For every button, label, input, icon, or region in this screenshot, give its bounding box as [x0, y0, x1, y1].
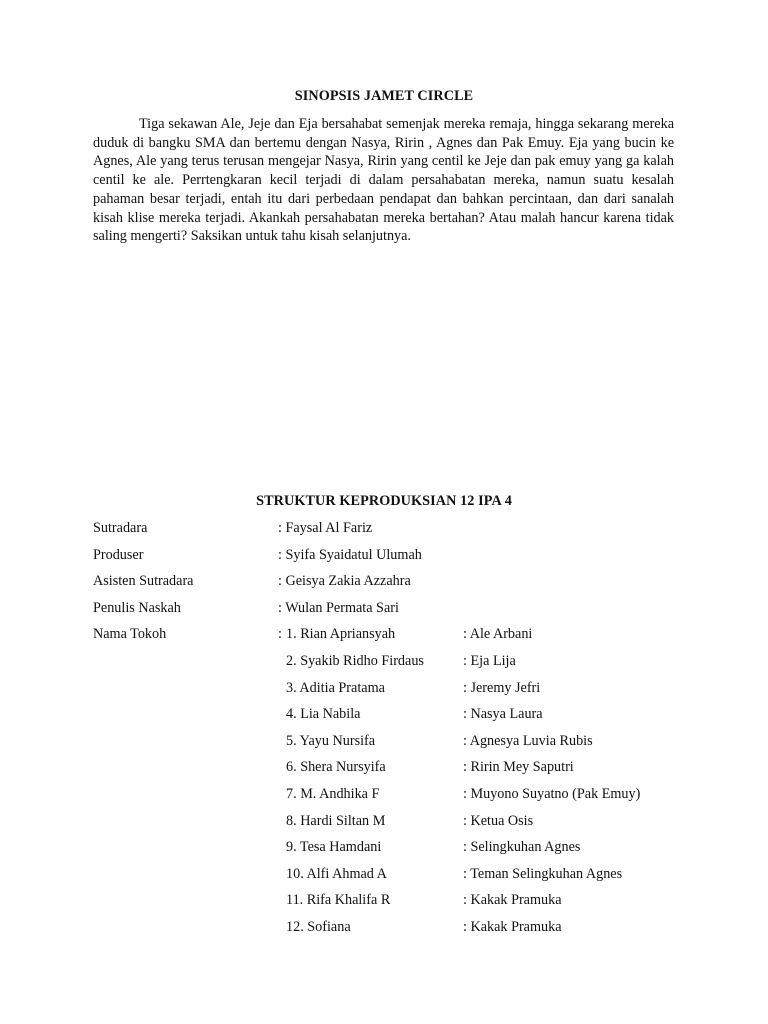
cast-character: : Eja Lija	[463, 652, 516, 669]
cast-character: : Nasya Laura	[463, 706, 543, 723]
cast-character: : Teman Selingkuhan Agnes	[463, 865, 623, 882]
cast-character: : Agnesya Luvia Rubis	[463, 732, 593, 749]
cast-row	[93, 650, 693, 677]
cast-row	[93, 730, 693, 757]
cast-row	[93, 889, 693, 916]
crew-role: Sutradara	[93, 520, 148, 536]
cast-actor: 12. Sofiana	[286, 918, 351, 935]
cast-row	[93, 863, 693, 890]
crew-name: : Wulan Permata Sari	[278, 599, 399, 616]
cast-actor: 1. Rian Apriansyah	[286, 626, 396, 643]
crew-name: : Geisya Zakia Azzahra	[278, 573, 411, 590]
crew-row	[93, 570, 693, 597]
cast-row	[93, 677, 693, 704]
synopsis-title: SINOPSIS JAMET CIRCLE	[294, 88, 474, 104]
cast-row	[93, 810, 693, 837]
crew-role: Asisten Sutradara	[93, 573, 194, 590]
synopsis-paragraph: Tiga sekawan Ale, Jeje dan Eja bersahabat semenjak mereka remaja, hingga sekarang mereka duduk di bangku SMA dan bertemu dengan Nasya, Ririn , Agnes dan Pak Emuy. Eja yang bucin ke Agnes, Ale yang terus terusan mengejar Nasya, Ririn yang centil ke Jeje dan pak emuy yang ga kalah centil ke ale. Perrtengkaran kecil terjadi di dalam persahabatan mereka, namun suatu kesalah pahaman besar terjadi, entah itu dari perbedaan pendapat dan bahkan percintaan, dan dari sanalah kisah klise mereka terjadi. Akankah persahabatan mereka bertahan? Atau malah hancur karena tidak saling mengerti? Saksikan untuk tahu kisah selanjutnya.	[93, 116, 674, 245]
cast-character: : Ale Arbani	[463, 626, 533, 643]
crew-list	[93, 517, 693, 943]
cast-row	[93, 836, 693, 863]
cast-character: : Jeremy Jefri	[463, 679, 541, 696]
cast-character: : Ririn Mey Saputri	[463, 759, 574, 776]
crew-row	[93, 544, 693, 571]
cast-character: : Kakak Pramuka	[463, 892, 562, 909]
crew-role: Produser	[93, 546, 144, 563]
crew-name: : Faysal Al Fariz	[278, 520, 373, 536]
cast-actor: 3. Aditia Pratama	[286, 679, 385, 696]
cast-row	[93, 623, 693, 650]
crew-role: Penulis Naskah	[93, 599, 181, 616]
cast-character: : Kakak Pramuka	[463, 918, 562, 935]
cast-actor: 5. Yayu Nursifa	[286, 732, 376, 749]
cast-row	[93, 783, 693, 810]
crew-row	[93, 597, 693, 624]
cast-row	[93, 756, 693, 783]
cast-prefix: :	[278, 626, 282, 643]
cast-row	[93, 703, 693, 730]
cast-actor: 6. Shera Nursyifa	[286, 759, 386, 776]
cast-actor: 7. M. Andhika F	[286, 785, 380, 802]
crew-row	[93, 517, 693, 544]
cast-label: Nama Tokoh	[93, 626, 167, 643]
cast-character: : Selingkuhan Agnes	[463, 839, 581, 856]
crew-name: : Syifa Syaidatul Ulumah	[278, 546, 422, 563]
cast-actor: 8. Hardi Siltan M	[286, 812, 386, 829]
cast-actor: 2. Syakib Ridho Firdaus	[286, 652, 424, 669]
cast-row	[93, 916, 693, 943]
cast-character: : Ketua Osis	[463, 812, 534, 829]
cast-actor: 9. Tesa Hamdani	[286, 839, 382, 856]
cast-character: : Muyono Suyatno (Pak Emuy)	[463, 785, 641, 802]
cast-actor: 4. Lia Nabila	[286, 706, 361, 723]
cast-actor: 10. Alfi Ahmad A	[286, 865, 387, 882]
structure-title: STRUKTUR KEPRODUKSIAN 12 IPA 4	[256, 493, 512, 509]
cast-actor: 11. Rifa Khalifa R	[286, 892, 391, 909]
